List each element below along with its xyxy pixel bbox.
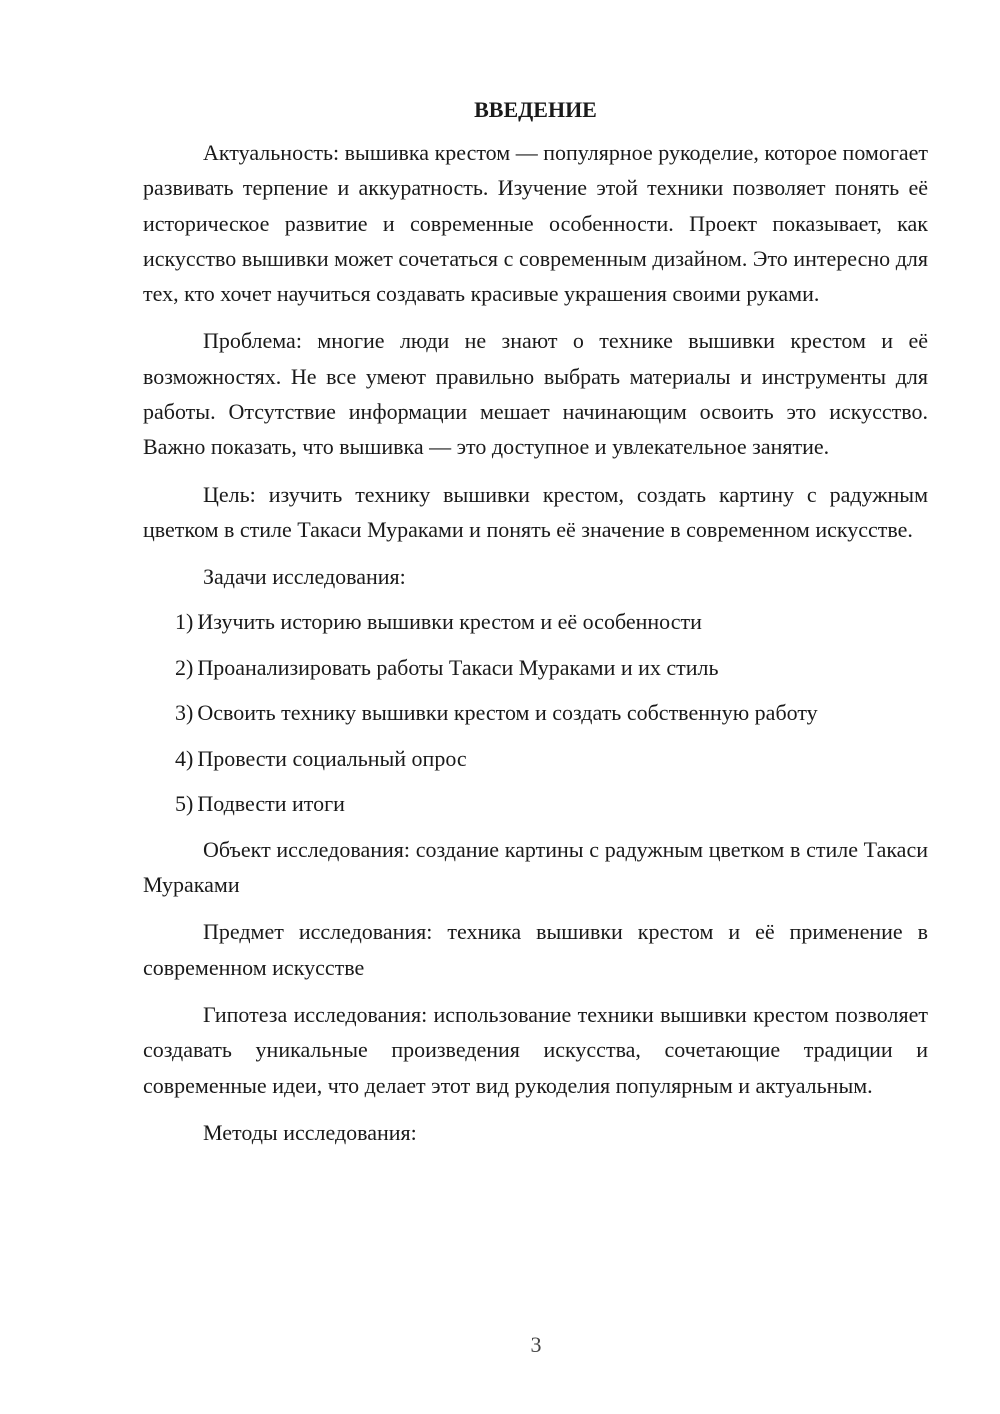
list-item-text: Подвести итоги	[197, 791, 345, 817]
section-title: ВВЕДЕНИЕ	[474, 97, 597, 122]
goal-paragraph: Цель: изучить технику вышивки крестом, создать картину с радужным цветком в стиле Такаси Мураками и понять её значение в современном искусстве.	[143, 481, 928, 542]
actuality-paragraph: Актуальность: вышивка крестом — популярное рукоделие, которое помогает развивать терпение и аккуратность. Изучение этой техники позволяет понять её историческое развитие и современные особенности. Проект показывает, как искусство вышивки может сочетаться с современным дизайном. Это интересно для тех, кто хочет научиться создавать красивые украшения своими руками.	[143, 140, 928, 307]
list-item-text: Изучить историю вышивки крестом и её особенности	[197, 609, 702, 635]
tasks-heading: Задачи исследования:	[203, 564, 406, 590]
list-item-number: 1)	[175, 609, 194, 635]
problem-paragraph: Проблема: многие люди не знают о технике вышивки крестом и её возможностях. Не все умеют правильно выбрать материалы и инструменты для работы. Отсутствие информации мешает начинающим освоить это искусство. Важно показать, что вышивка — это доступное и увлекательное занятие.	[143, 328, 928, 460]
list-item-number: 3)	[175, 700, 194, 726]
list-item-text: Освоить технику вышивки крестом и создать собственную работу	[197, 700, 818, 726]
page-number: 3	[530, 1332, 542, 1357]
page-content	[143, 92, 928, 1150]
subject-paragraph: Предмет исследования: техника вышивки крестом и её применение в современном искусстве	[143, 919, 928, 980]
list-item	[143, 695, 928, 730]
list-item-text: Провести социальный опрос	[197, 745, 467, 771]
list-item	[143, 604, 928, 639]
tasks-list	[143, 604, 928, 821]
list-item-number: 2)	[175, 654, 194, 680]
list-item-number: 4)	[175, 745, 194, 771]
methods-heading: Методы исследования:	[203, 1119, 417, 1145]
list-item	[143, 741, 928, 776]
list-item-number: 5)	[175, 791, 194, 817]
object-paragraph: Объект исследования: создание картины с радужным цветком в стиле Такаси Мураками	[143, 836, 928, 898]
list-item-text: Проанализировать работы Такаси Мураками и их стиль	[197, 654, 719, 680]
list-item	[143, 650, 928, 685]
list-item	[143, 786, 928, 821]
hypothesis-paragraph: Гипотеза исследования: использование техники вышивки крестом позволяет создавать уникальные произведения искусства, сочетающие традиции и современные идеи, что делает этот вид рукоделия популярным и актуальным.	[143, 1001, 928, 1098]
